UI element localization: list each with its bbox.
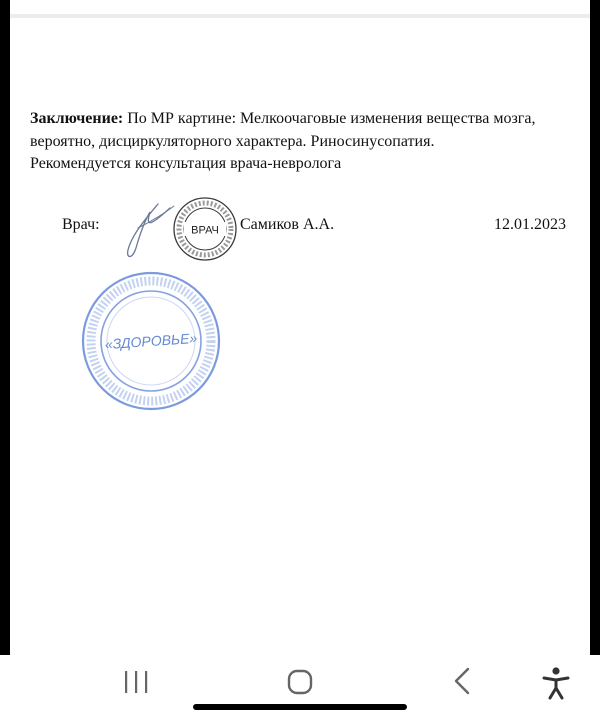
- doctor-label: Врач:: [62, 216, 100, 233]
- gesture-handle[interactable]: [193, 704, 407, 710]
- top-divider: [10, 14, 590, 18]
- conclusion-text-1: По МР картине: Мелкоочаговые изменения вещества мозга,: [127, 110, 536, 127]
- doctor-stamp-text: ВРАЧ: [191, 224, 219, 237]
- home-icon[interactable]: [282, 667, 318, 699]
- document-page: [10, 0, 590, 655]
- doctor-stamp: [172, 196, 238, 262]
- android-nav-bar: [0, 655, 600, 720]
- clinic-stamp: [80, 270, 222, 412]
- conclusion-line-3: Рекомендуется консультация врача-невролога: [30, 155, 342, 172]
- conclusion-label: Заключение:: [30, 110, 124, 127]
- doctor-name: Самиков А.А.: [240, 216, 335, 233]
- document-date: 12.01.2023: [494, 216, 566, 233]
- conclusion-line-1: [30, 108, 575, 131]
- conclusion-text: [30, 108, 575, 176]
- clinic-stamp-text: «ЗДОРОВЬЕ»: [104, 329, 198, 353]
- recent-apps-icon[interactable]: [118, 669, 154, 697]
- signature-image: [118, 198, 178, 266]
- back-icon[interactable]: [446, 665, 482, 699]
- accessibility-icon[interactable]: [536, 663, 576, 703]
- conclusion-line-2: вероятно, дисциркуляторного характера. Риносинусопатия.: [30, 132, 435, 150]
